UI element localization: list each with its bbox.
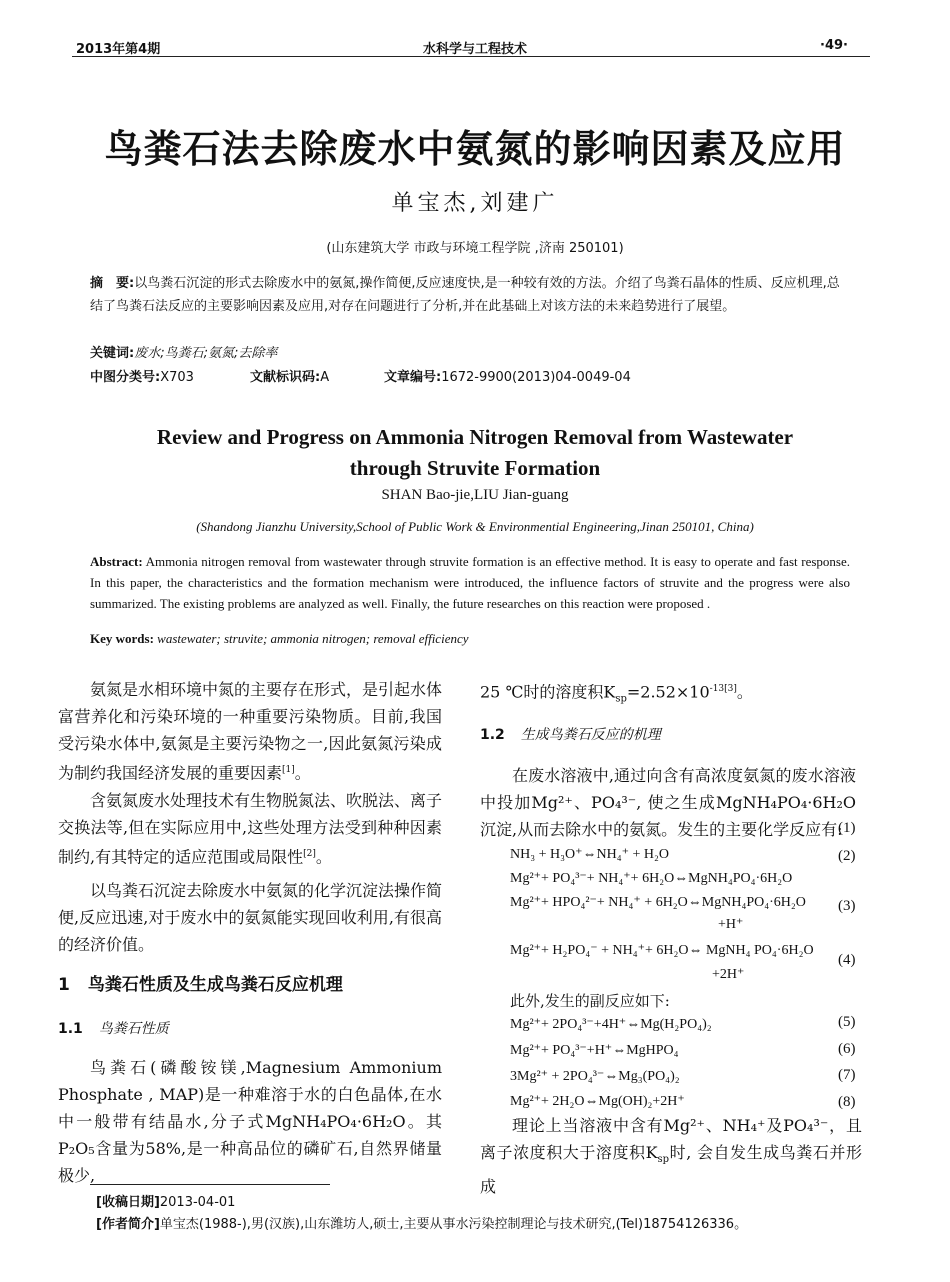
equation-4-continuation: +2H⁺ xyxy=(712,967,745,982)
section-1-1-heading xyxy=(58,1018,169,1038)
citation-1: [1] xyxy=(282,765,295,775)
mechanism-paragraph xyxy=(480,762,856,843)
equation-7-number: (7) xyxy=(838,1067,856,1083)
keywords-en-text: wastewater; struvite; ammonia nitrogen; removal efficiency xyxy=(157,631,469,646)
equation-3-continuation: +H⁺ xyxy=(718,917,744,932)
paragraph-3: 以鸟粪石沉淀去除废水中氨氮的化学沉淀法操作简便,反应迅速,对于废水中的氨氮能实现回收利用,有很高的经济价值。 xyxy=(58,880,443,954)
paragraph-6 xyxy=(480,1112,862,1200)
clc-value: X703 xyxy=(160,370,194,385)
article-no-label: 文章编号: xyxy=(384,370,442,385)
abstract-en-label: Abstract: xyxy=(90,554,143,569)
equation-5-number: (5) xyxy=(838,1014,856,1030)
side-reactions-intro: 此外,发生的副反应如下: xyxy=(510,992,670,1010)
left-column-struvite xyxy=(58,1054,442,1189)
equation-6-number: (6) xyxy=(838,1041,856,1057)
paragraph-6-sub: sp xyxy=(657,1154,670,1166)
equation-6: Mg²⁺+ PO₄³⁻+H⁺⇔MgHPO₄ xyxy=(510,1043,679,1058)
ksp-sub: sp xyxy=(615,693,627,705)
equation-5: Mg²⁺+ 2PO₄³⁻+4H⁺⇔Mg(H₂PO₄)₂ xyxy=(510,1017,712,1032)
equation-1-number: (1) xyxy=(838,820,856,836)
section-1-number: 1 xyxy=(58,975,70,995)
issue-label: 2013年第4期 xyxy=(76,42,161,57)
section-1-2-number: 1.2 xyxy=(480,727,505,743)
footnote-rule xyxy=(90,1184,330,1185)
keywords-cn xyxy=(90,342,277,361)
doc-code-value: A xyxy=(320,370,330,385)
ksp-line xyxy=(480,676,870,713)
keywords-en xyxy=(90,631,469,647)
author-bio xyxy=(96,1213,747,1232)
equation-3b: Mg²⁺+ HPO₄²⁻+ NH₄⁺ + 6H₂O⇔MgNH₄PO₄·6H₂O xyxy=(510,895,806,910)
equation-3-number: (3) xyxy=(838,898,856,914)
bio-label: [作者简介] xyxy=(96,1217,160,1232)
abstract-cn-label: 摘 要: xyxy=(90,276,135,291)
page-number: ·49· xyxy=(820,38,848,53)
paragraph-1-end: 。 xyxy=(294,763,311,783)
equation-2-number: (2) xyxy=(838,848,856,864)
section-1-title: 鸟粪石性质及生成鸟粪石反应机理 xyxy=(87,975,343,995)
article-no-value: 1672-9900(2013)04-0049-04 xyxy=(441,370,631,385)
equation-8: Mg²⁺+ 2H₂O⇔Mg(OH)₂+2H⁺ xyxy=(510,1094,685,1109)
journal-name: 水科学与工程技术 xyxy=(422,42,527,57)
equation-8-number: (8) xyxy=(838,1094,856,1110)
affiliation-en: (Shandong Jianzhu University,School of Public Work & Environmential Engineering,Jinan 250101, China) xyxy=(196,519,754,534)
abstract-cn xyxy=(90,272,850,318)
classification-row xyxy=(90,366,631,385)
keywords-en-label: Key words: xyxy=(90,631,154,646)
paragraph-4: 鸟粪石(磷酸铵镁,Magnesium Ammonium Phosphate , MAP)是一种难溶于水的白色晶体,在水中一般带有结晶水,分子式MgNH₄PO₄·6H₂O。其P₂O₅含量为58%,是一种高品位的磷矿石,自然界储量极少, xyxy=(58,1058,442,1185)
keywords-cn-text: 废水;鸟粪石;氨氮;去除率 xyxy=(134,346,278,361)
equation-4: Mg²⁺+ H₂PO₄⁻ + NH₄⁺+ 6H₂O⇔ MgNH₄ PO₄·6H₂O xyxy=(510,943,814,958)
paragraph-6-text: 理论上当溶液中含有Mg²⁺、NH₄⁺及PO₄³⁻，且离子浓度积大于溶度积K xyxy=(480,1116,862,1162)
paragraph-2 xyxy=(58,787,442,870)
paragraph-1 xyxy=(58,676,442,786)
theory-paragraph xyxy=(480,1112,862,1200)
abstract-en xyxy=(90,551,850,614)
english-title: Review and Progress on Ammonia Nitrogen Removal from Wastewater through Struvite Formation xyxy=(156,425,794,480)
doc-code-label: 文献标识码: xyxy=(250,370,321,385)
left-column-intro xyxy=(58,676,442,958)
section-1-1-title: 鸟粪石性质 xyxy=(98,1021,169,1037)
paragraph-2-text: 含氨氮废水处理技术有生物脱氮法、吹脱法、离子交换法等,但在实际应用中,这些处理方法受到种种因素制约,有其特定的适应范围或局限性 xyxy=(58,791,443,867)
equation-4-number: (4) xyxy=(838,952,856,968)
abstract-en-text: Ammonia nitrogen removal from wastewater through struvite formation is an effective method. It is easy to operate and fast response. In this paper, the characteristics and the formation mechanism were introduced, the influence factors of struvite and the progress were also summarized. The existing problems are analyzed as well. Finally, the future researches on this reaction were proposed . xyxy=(90,554,850,611)
paragraph-1-text: 氨氮是水相环境中氮的主要存在形式，是引起水体富营养化和污染环境的一种重要污染物质。目前,我国受污染水体中,氨氮是主要污染物之一,因此氨氮污染成为制约我国经济发展的重要因素 xyxy=(58,680,443,783)
ksp-end: 。 xyxy=(736,682,753,702)
ksp-sup: -13[3] xyxy=(709,684,737,694)
received-date xyxy=(96,1191,235,1210)
paragraph-5: 在废水溶液中,通过向含有高浓度氨氮的废水溶液中投加Mg²⁺、PO₄³⁻, 使之生成MgNH₄PO₄·6H₂O沉淀,从而去除水中的氨氮。发生的主要化学反应有: xyxy=(480,766,856,839)
section-1-2-title: 生成鸟粪石反应的机理 xyxy=(520,727,661,743)
abstract-cn-text: 以鸟粪石沉淀的形式去除废水中的氨氮,操作简便,反应速度快,是一种较有效的方法。介绍了鸟粪石晶体的性质、反应机理,总结了鸟粪石法反应的主要影响因素及应用,对存在问题进行了分析,并在此基础上对该方法的未来趋势进行了展望。 xyxy=(90,276,840,314)
received-label: [收稿日期] xyxy=(96,1195,160,1210)
authors-cn: 单宝杰,刘建广 xyxy=(391,191,559,216)
header-rule xyxy=(72,56,870,57)
equation-2: NH₃ + H₃O⁺⇔NH₄⁺ + H₂O xyxy=(510,847,669,862)
clc-label: 中图分类号: xyxy=(90,370,161,385)
paragraph-2-end: 。 xyxy=(315,847,332,867)
section-1-2-heading xyxy=(480,724,661,744)
citation-2: [2] xyxy=(303,849,316,860)
keywords-cn-label: 关键词: xyxy=(90,346,135,361)
equation-3a: Mg²⁺+ PO₄³⁻+ NH₄⁺+ 6H₂O⇔MgNH₄PO₄·6H₂O xyxy=(510,871,793,886)
received-value: 2013-04-01 xyxy=(159,1195,236,1210)
equation-7: 3Mg²⁺ + 2PO₄³⁻⇔Mg₃(PO₄)₂ xyxy=(510,1069,680,1084)
ksp-text-a: 25 ℃时的溶度积K xyxy=(480,682,616,702)
paragraph-6-end: 时, 会自发生成鸟粪石并形成 xyxy=(480,1143,862,1197)
ksp-text-b: =2.52×10 xyxy=(626,682,710,702)
section-1-1-number: 1.1 xyxy=(58,1021,83,1037)
affiliation-cn: (山东建筑大学 市政与环境工程学院 ,济南 250101) xyxy=(326,241,624,256)
section-1-heading xyxy=(58,970,343,995)
page-title: 鸟粪石法去除废水中氨氮的影响因素及应用 xyxy=(104,127,846,171)
authors-en: SHAN Bao-jie,LIU Jian-guang xyxy=(381,487,569,503)
bio-text: 单宝杰(1988-),男(汉族),山东潍坊人,硕士,主要从事水污染控制理论与技术研究,(Tel)18754126336。 xyxy=(159,1217,748,1232)
